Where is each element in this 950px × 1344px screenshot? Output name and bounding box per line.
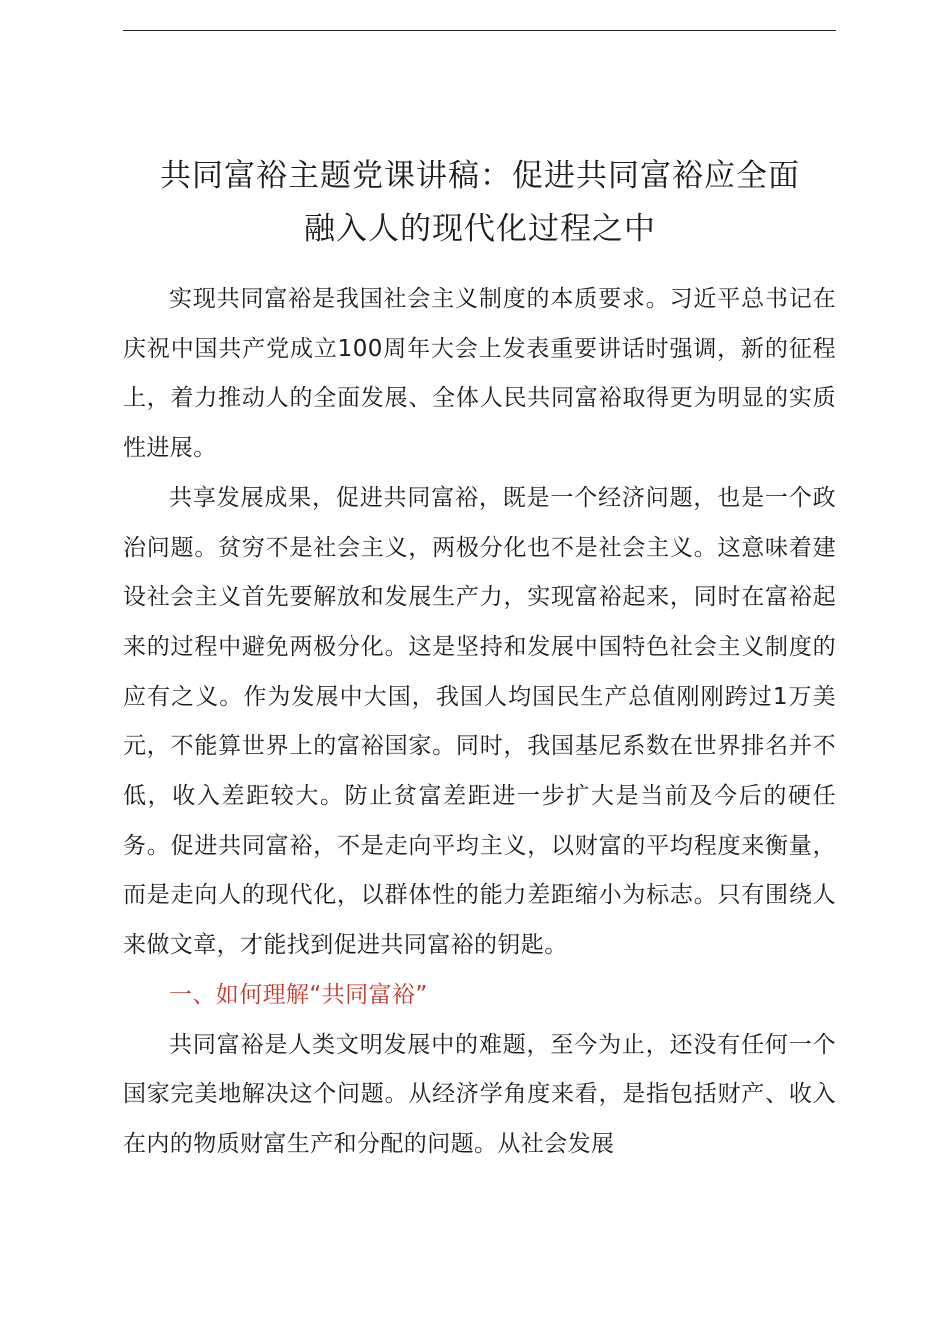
document-body [123,275,836,1170]
section-heading: 一、如何理解“共同富裕” [169,981,428,1008]
header-rule [123,30,836,31]
document-title [100,150,860,256]
paragraph-intro: 实现共同富裕是我国社会主义制度的本质要求。习近平总书记在庆祝中国共产党成立100周年大会上发表重要讲话时强调，新的征程上，着力推动人的全面发展、全体人民共同富裕取得更为明显的实质性进展。 [123,286,836,462]
title-line-1: 共同富裕主题党课讲稿：促进共同富裕应全面 [160,158,800,194]
title-line-2: 融入人的现代化过程之中 [304,211,656,247]
paragraph-section-one: 共同富裕是人类文明发展中的难题，至今为止，还没有任何一个国家完美地解决这个问题。从经济学角度来看，是指包括财产、收入在内的物质财富生产和分配的问题。从社会发展 [123,1031,836,1157]
paragraph-shared-development: 共享发展成果，促进共同富裕，既是一个经济问题，也是一个政治问题。贫穷不是社会主义，两极分化也不是社会主义。这意味着建设社会主义首先要解放和发展生产力，实现富裕起来，同时在富裕起来的过程中避免两极分化。这是坚持和发展中国特色社会主义制度的应有之义。作为发展中大国，我国人均国民生产总值刚刚跨过1万美元，不能算世界上的富裕国家。同时，我国基尼系数在世界排名并不低，收入差距较大。防止贫富差距进一步扩大是当前及今后的硬任务。促进共同富裕，不是走向平均主义，以财富的平均程度来衡量，而是走向人的现代化，以群体性的能力差距缩小为标志。只有围绕人来做文章，才能找到促进共同富裕的钥匙。 [123,484,836,959]
